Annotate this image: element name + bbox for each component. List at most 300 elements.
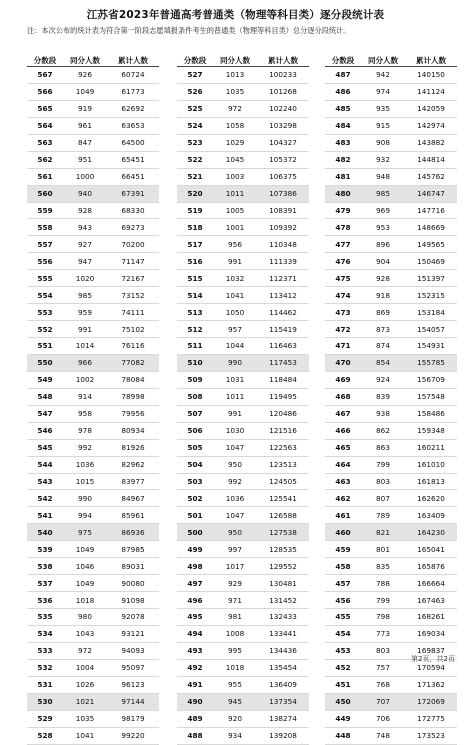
- header-cumulative: 累计人数: [257, 54, 309, 67]
- same-count-cell: 966: [63, 354, 107, 371]
- cumulative-cell: 68330: [107, 202, 159, 219]
- table-row: [27, 541, 159, 558]
- score-cell: 507: [177, 405, 213, 422]
- same-count-cell: 918: [361, 287, 405, 304]
- cumulative-cell: 72167: [107, 270, 159, 287]
- table-row: [325, 304, 457, 321]
- score-cell: 541: [27, 507, 63, 524]
- table-row: [177, 151, 309, 168]
- cumulative-cell: 122563: [257, 439, 309, 456]
- table-row: [177, 625, 309, 642]
- table-row: [325, 727, 457, 744]
- same-count-cell: 1018: [63, 592, 107, 609]
- table-row: [27, 490, 159, 507]
- same-count-cell: 990: [63, 490, 107, 507]
- table-row: [177, 524, 309, 541]
- table-row: [27, 676, 159, 693]
- score-cell: 537: [27, 575, 63, 592]
- score-cell: 495: [177, 609, 213, 626]
- score-cell: 524: [177, 117, 213, 134]
- cumulative-cell: 102240: [257, 100, 309, 117]
- score-cell: 483: [325, 134, 361, 151]
- score-cell: 561: [27, 168, 63, 185]
- same-count-cell: 768: [361, 676, 405, 693]
- same-count-cell: 839: [361, 388, 405, 405]
- same-count-cell: 915: [361, 117, 405, 134]
- table-row: [325, 541, 457, 558]
- same-count-cell: 928: [361, 270, 405, 287]
- score-cell: 477: [325, 236, 361, 253]
- cumulative-cell: 166664: [405, 575, 457, 592]
- table-row: [325, 287, 457, 304]
- score-cell: 556: [27, 253, 63, 270]
- same-count-cell: 1020: [63, 270, 107, 287]
- table-row: [325, 219, 457, 236]
- score-cell: 448: [325, 727, 361, 744]
- same-count-cell: 969: [361, 202, 405, 219]
- score-cell: 451: [325, 676, 361, 693]
- cumulative-cell: 77082: [107, 354, 159, 371]
- table-row: [177, 473, 309, 490]
- score-cell: 456: [325, 592, 361, 609]
- table-row: [177, 388, 309, 405]
- score-cell: 470: [325, 354, 361, 371]
- cumulative-cell: 172069: [405, 693, 457, 710]
- score-cell: 450: [325, 693, 361, 710]
- table-row: [177, 439, 309, 456]
- cumulative-cell: 113412: [257, 287, 309, 304]
- same-count-cell: 995: [213, 642, 257, 659]
- cumulative-cell: 123513: [257, 456, 309, 473]
- cumulative-cell: 92078: [107, 609, 159, 626]
- score-cell: 516: [177, 253, 213, 270]
- score-cell: 493: [177, 642, 213, 659]
- cumulative-cell: 89031: [107, 558, 159, 575]
- same-count-cell: 1003: [213, 168, 257, 185]
- header-score: 分数段: [325, 54, 361, 67]
- cumulative-cell: 172775: [405, 710, 457, 727]
- cumulative-cell: 165041: [405, 541, 457, 558]
- cumulative-cell: 100233: [257, 67, 309, 84]
- same-count-cell: 1000: [63, 168, 107, 185]
- same-count-cell: 1032: [213, 270, 257, 287]
- same-count-cell: 940: [63, 185, 107, 202]
- score-cell: 504: [177, 456, 213, 473]
- same-count-cell: 971: [213, 592, 257, 609]
- score-cell: 562: [27, 151, 63, 168]
- cumulative-cell: 118484: [257, 371, 309, 388]
- same-count-cell: 1035: [63, 710, 107, 727]
- table-row: [177, 219, 309, 236]
- score-cell: 468: [325, 388, 361, 405]
- cumulative-cell: 103298: [257, 117, 309, 134]
- table-row: [27, 371, 159, 388]
- score-cell: 566: [27, 83, 63, 100]
- same-count-cell: 1044: [213, 338, 257, 355]
- cumulative-cell: 95097: [107, 659, 159, 676]
- same-count-cell: 1036: [63, 456, 107, 473]
- same-count-cell: 874: [361, 338, 405, 355]
- same-count-cell: 991: [63, 321, 107, 338]
- cumulative-cell: 144814: [405, 151, 457, 168]
- cumulative-cell: 168261: [405, 609, 457, 626]
- same-count-cell: 908: [361, 134, 405, 151]
- table-row: [27, 659, 159, 676]
- table-row: [27, 270, 159, 287]
- cumulative-cell: 78084: [107, 371, 159, 388]
- cumulative-cell: 135454: [257, 659, 309, 676]
- cumulative-cell: 119495: [257, 388, 309, 405]
- same-count-cell: 873: [361, 321, 405, 338]
- score-cell: 457: [325, 575, 361, 592]
- score-cell: 513: [177, 304, 213, 321]
- cumulative-cell: 161813: [405, 473, 457, 490]
- score-cell: 509: [177, 371, 213, 388]
- score-cell: 463: [325, 473, 361, 490]
- score-table-2: [177, 54, 309, 745]
- table-row: [27, 304, 159, 321]
- score-cell: 487: [325, 67, 361, 84]
- same-count-cell: 863: [361, 439, 405, 456]
- score-cell: 488: [177, 727, 213, 744]
- table-row: [325, 134, 457, 151]
- cumulative-cell: 131452: [257, 592, 309, 609]
- table-row: [325, 67, 457, 84]
- score-cell: 476: [325, 253, 361, 270]
- table-row: [325, 456, 457, 473]
- cumulative-cell: 97144: [107, 693, 159, 710]
- same-count-cell: 788: [361, 575, 405, 592]
- same-count-cell: 992: [213, 473, 257, 490]
- score-cell: 546: [27, 422, 63, 439]
- header-same-count: 同分人数: [63, 54, 107, 67]
- cumulative-cell: 106375: [257, 168, 309, 185]
- cumulative-cell: 125541: [257, 490, 309, 507]
- score-cell: 460: [325, 524, 361, 541]
- score-cell: 558: [27, 219, 63, 236]
- cumulative-cell: 143882: [405, 134, 457, 151]
- table-row: [177, 592, 309, 609]
- table-row: [325, 676, 457, 693]
- same-count-cell: 934: [213, 727, 257, 744]
- score-cell: 481: [325, 168, 361, 185]
- same-count-cell: 957: [213, 321, 257, 338]
- score-cell: 455: [325, 609, 361, 626]
- same-count-cell: 904: [361, 253, 405, 270]
- table-row: [325, 151, 457, 168]
- table-row: [27, 710, 159, 727]
- cumulative-cell: 86936: [107, 524, 159, 541]
- cumulative-cell: 159348: [405, 422, 457, 439]
- score-cell: 518: [177, 219, 213, 236]
- cumulative-cell: 156709: [405, 371, 457, 388]
- cumulative-cell: 62692: [107, 100, 159, 117]
- same-count-cell: 757: [361, 659, 405, 676]
- score-cell: 517: [177, 236, 213, 253]
- cumulative-cell: 120486: [257, 405, 309, 422]
- score-cell: 458: [325, 558, 361, 575]
- table-row: [27, 507, 159, 524]
- cumulative-cell: 96123: [107, 676, 159, 693]
- cumulative-cell: 108391: [257, 202, 309, 219]
- cumulative-cell: 81926: [107, 439, 159, 456]
- same-count-cell: 1049: [63, 575, 107, 592]
- score-cell: 497: [177, 575, 213, 592]
- table-row: [325, 592, 457, 609]
- same-count-cell: 942: [361, 67, 405, 84]
- score-cell: 555: [27, 270, 63, 287]
- cumulative-cell: 157548: [405, 388, 457, 405]
- score-cell: 469: [325, 371, 361, 388]
- same-count-cell: 924: [361, 371, 405, 388]
- same-count-cell: 1018: [213, 659, 257, 676]
- score-cell: 464: [325, 456, 361, 473]
- score-cell: 466: [325, 422, 361, 439]
- table-row: [27, 100, 159, 117]
- cumulative-cell: 85961: [107, 507, 159, 524]
- same-count-cell: 807: [361, 490, 405, 507]
- score-cell: 544: [27, 456, 63, 473]
- score-cell: 453: [325, 642, 361, 659]
- same-count-cell: 951: [63, 151, 107, 168]
- cumulative-cell: 130481: [257, 575, 309, 592]
- table-row: [177, 507, 309, 524]
- cumulative-cell: 98179: [107, 710, 159, 727]
- score-cell: 506: [177, 422, 213, 439]
- same-count-cell: 1011: [213, 388, 257, 405]
- score-cell: 528: [27, 727, 63, 744]
- same-count-cell: 803: [361, 473, 405, 490]
- same-count-cell: 992: [63, 439, 107, 456]
- table-row: [177, 354, 309, 371]
- cumulative-cell: 110348: [257, 236, 309, 253]
- note-text: 注：本次公布的统计表为符合第一阶段志愿填报条件考生的普通类（物理等科目类）总分逐分段统计。: [27, 26, 351, 35]
- same-count-cell: 1041: [213, 287, 257, 304]
- cumulative-cell: 142974: [405, 117, 457, 134]
- same-count-cell: 1015: [63, 473, 107, 490]
- same-count-cell: 972: [63, 642, 107, 659]
- score-cell: 489: [177, 710, 213, 727]
- cumulative-cell: 164230: [405, 524, 457, 541]
- same-count-cell: 961: [63, 117, 107, 134]
- cumulative-cell: 158486: [405, 405, 457, 422]
- same-count-cell: 896: [361, 236, 405, 253]
- table-row: [177, 676, 309, 693]
- cumulative-cell: 167463: [405, 592, 457, 609]
- table-row: [27, 405, 159, 422]
- header-score: 分数段: [27, 54, 63, 67]
- score-cell: 482: [325, 151, 361, 168]
- cumulative-cell: 104327: [257, 134, 309, 151]
- score-cell: 492: [177, 659, 213, 676]
- score-cell: 523: [177, 134, 213, 151]
- score-cell: 535: [27, 609, 63, 626]
- score-cell: 479: [325, 202, 361, 219]
- score-cell: 554: [27, 287, 63, 304]
- score-cell: 505: [177, 439, 213, 456]
- same-count-cell: 948: [361, 168, 405, 185]
- cumulative-cell: 155785: [405, 354, 457, 371]
- table-row: [325, 388, 457, 405]
- table-row: [27, 202, 159, 219]
- same-count-cell: 978: [63, 422, 107, 439]
- score-table-3: [325, 54, 457, 745]
- same-count-cell: 773: [361, 625, 405, 642]
- table-row: [177, 287, 309, 304]
- score-cell: 511: [177, 338, 213, 355]
- score-cell: 480: [325, 185, 361, 202]
- score-cell: 459: [325, 541, 361, 558]
- same-count-cell: 1049: [63, 83, 107, 100]
- cumulative-cell: 107386: [257, 185, 309, 202]
- score-cell: 552: [27, 321, 63, 338]
- table-row: [27, 168, 159, 185]
- score-cell: 510: [177, 354, 213, 371]
- same-count-cell: 926: [63, 67, 107, 84]
- document-title: 江苏省2023年普通高考普通类（物理等科目类）逐分段统计表: [86, 9, 385, 21]
- cumulative-cell: 90080: [107, 575, 159, 592]
- table-row: [27, 83, 159, 100]
- table-row: [177, 659, 309, 676]
- score-cell: 465: [325, 439, 361, 456]
- score-cell: 521: [177, 168, 213, 185]
- score-cell: 520: [177, 185, 213, 202]
- cumulative-cell: 112371: [257, 270, 309, 287]
- same-count-cell: 985: [63, 287, 107, 304]
- same-count-cell: 835: [361, 558, 405, 575]
- same-count-cell: 869: [361, 304, 405, 321]
- score-cell: 536: [27, 592, 63, 609]
- same-count-cell: 985: [361, 185, 405, 202]
- score-cell: 512: [177, 321, 213, 338]
- table-row: [325, 625, 457, 642]
- same-count-cell: 974: [361, 83, 405, 100]
- table-row: [325, 168, 457, 185]
- table-row: [325, 354, 457, 371]
- cumulative-cell: 63653: [107, 117, 159, 134]
- same-count-cell: 1002: [63, 371, 107, 388]
- cumulative-cell: 137354: [257, 693, 309, 710]
- score-cell: 547: [27, 405, 63, 422]
- score-cell: 494: [177, 625, 213, 642]
- table-row: [325, 185, 457, 202]
- same-count-cell: 1026: [63, 676, 107, 693]
- cumulative-cell: 78998: [107, 388, 159, 405]
- table-row: [27, 575, 159, 592]
- cumulative-cell: 105372: [257, 151, 309, 168]
- cumulative-cell: 64500: [107, 134, 159, 151]
- same-count-cell: 854: [361, 354, 405, 371]
- cumulative-cell: 99220: [107, 727, 159, 744]
- score-cell: 461: [325, 507, 361, 524]
- same-count-cell: 1045: [213, 151, 257, 168]
- cumulative-cell: 117453: [257, 354, 309, 371]
- same-count-cell: 950: [213, 524, 257, 541]
- score-cell: 534: [27, 625, 63, 642]
- cumulative-cell: 161010: [405, 456, 457, 473]
- same-count-cell: 1031: [213, 371, 257, 388]
- cumulative-cell: 129552: [257, 558, 309, 575]
- cumulative-cell: 140150: [405, 67, 457, 84]
- same-count-cell: 914: [63, 388, 107, 405]
- table-row: [177, 710, 309, 727]
- same-count-cell: 945: [213, 693, 257, 710]
- score-cell: 551: [27, 338, 63, 355]
- same-count-cell: 1014: [63, 338, 107, 355]
- same-count-cell: 947: [63, 253, 107, 270]
- score-cell: 484: [325, 117, 361, 134]
- same-count-cell: 789: [361, 507, 405, 524]
- cumulative-cell: 132433: [257, 609, 309, 626]
- cumulative-cell: 163409: [405, 507, 457, 524]
- cumulative-cell: 160211: [405, 439, 457, 456]
- same-count-cell: 1058: [213, 117, 257, 134]
- same-count-cell: 799: [361, 592, 405, 609]
- table-row: [177, 185, 309, 202]
- cumulative-cell: 136409: [257, 676, 309, 693]
- cumulative-cell: 79956: [107, 405, 159, 422]
- cumulative-cell: 139208: [257, 727, 309, 744]
- table-header-row: [27, 54, 159, 67]
- table-row: [27, 456, 159, 473]
- table-row: [27, 287, 159, 304]
- table-row: [177, 558, 309, 575]
- table-row: [177, 253, 309, 270]
- cumulative-cell: 114462: [257, 304, 309, 321]
- score-cell: 478: [325, 219, 361, 236]
- table-row: [27, 321, 159, 338]
- table-row: [325, 693, 457, 710]
- cumulative-cell: 93121: [107, 625, 159, 642]
- same-count-cell: 1035: [213, 83, 257, 100]
- table-row: [177, 541, 309, 558]
- cumulative-cell: 94093: [107, 642, 159, 659]
- cumulative-cell: 153184: [405, 304, 457, 321]
- score-cell: 501: [177, 507, 213, 524]
- cumulative-cell: 152315: [405, 287, 457, 304]
- same-count-cell: 991: [213, 253, 257, 270]
- same-count-cell: 943: [63, 219, 107, 236]
- same-count-cell: 1049: [63, 541, 107, 558]
- cumulative-cell: 75102: [107, 321, 159, 338]
- same-count-cell: 1036: [213, 490, 257, 507]
- same-count-cell: 1043: [63, 625, 107, 642]
- same-count-cell: 1046: [63, 558, 107, 575]
- same-count-cell: 1047: [213, 439, 257, 456]
- cumulative-cell: 91098: [107, 592, 159, 609]
- same-count-cell: 953: [361, 219, 405, 236]
- score-cell: 474: [325, 287, 361, 304]
- table-row: [177, 338, 309, 355]
- table-row: [177, 405, 309, 422]
- header-score: 分数段: [177, 54, 213, 67]
- table-row: [27, 642, 159, 659]
- score-cell: 491: [177, 676, 213, 693]
- cumulative-cell: 73152: [107, 287, 159, 304]
- same-count-cell: 803: [361, 642, 405, 659]
- score-cell: 496: [177, 592, 213, 609]
- table-row: [325, 405, 457, 422]
- same-count-cell: 799: [361, 456, 405, 473]
- table-row: [325, 490, 457, 507]
- same-count-cell: 1047: [213, 507, 257, 524]
- same-count-cell: 927: [63, 236, 107, 253]
- table-row: [325, 575, 457, 592]
- score-cell: 557: [27, 236, 63, 253]
- score-cell: 545: [27, 439, 63, 456]
- same-count-cell: 929: [213, 575, 257, 592]
- table-row: [325, 507, 457, 524]
